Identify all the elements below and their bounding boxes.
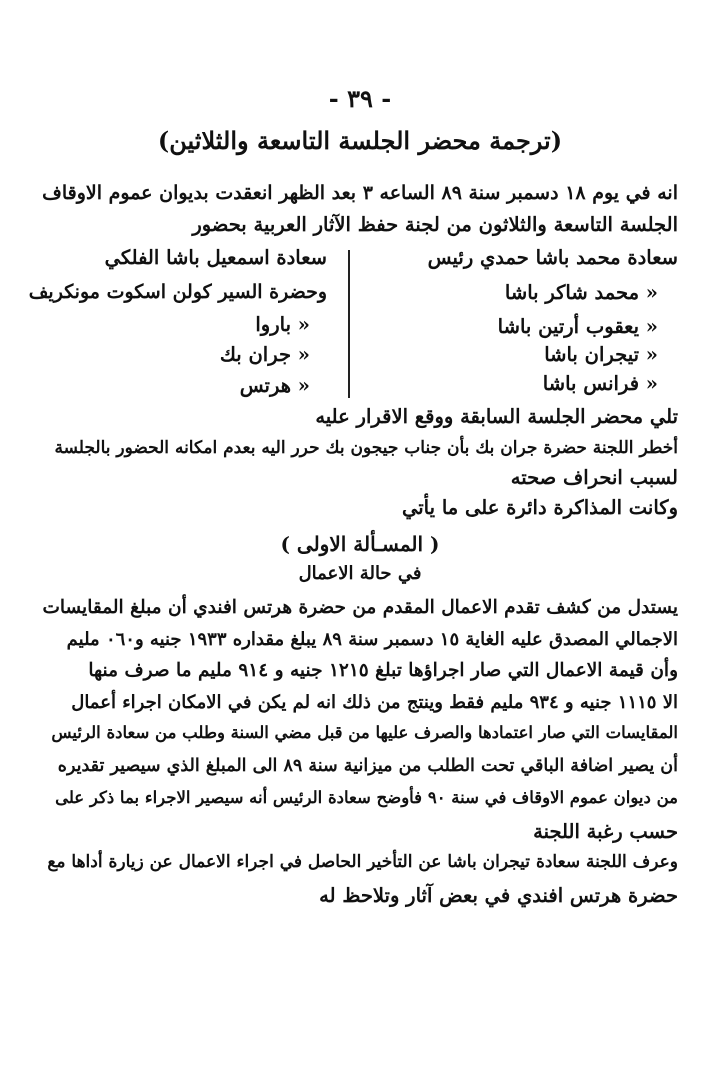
body-line: وعرف اللجنة سعادة تيجران باشا عن التأخير الحاصل في اجراء الاعمال عن زيارة أداها مع: [47, 852, 678, 872]
intro-line: انه في يوم ١٨ دسمبر سنة ٨٩ الساعه ٣ بعد الظهر انعقدت بديوان عموم الاوقاف: [42, 182, 678, 204]
column-divider: [348, 250, 350, 398]
section-heading: ( المسـألة الاولى ): [280, 532, 440, 556]
body-line: يستدل من كشف تقدم الاعمال المقدم من حضرة هرتس افندي أن مبلغ المقايسات: [42, 597, 678, 618]
minutes-line: وكانت المذاكرة دائرة على ما يأتي: [402, 496, 678, 519]
attendee-right: « يعقوب أرتين باشا: [497, 315, 658, 338]
attendee-right: « فرانس باشا: [542, 372, 658, 395]
minutes-line: لسبب انحراف صحته: [510, 466, 678, 489]
attendee-left: وحضرة السير كولن اسكوت مونكريف: [28, 281, 327, 303]
attendee-right: سعادة محمد باشا حمدي رئيس: [427, 246, 678, 269]
attendee-left: « باروا: [255, 313, 310, 336]
section-subheading: في حالة الاعمال: [298, 563, 422, 584]
page-title: (ترجمة محضر الجلسة التاسعة والثلاثين): [157, 126, 563, 155]
attendee-left: « هرتس: [239, 374, 310, 397]
attendee-left: سعادة اسمعيل باشا الفلكي: [104, 246, 327, 269]
body-line: حضرة هرتس افندي في بعض آثار وتلاحظ له: [319, 884, 678, 907]
minutes-line: تلي محضر الجلسة السابقة ووقع الاقرار عليه: [315, 405, 678, 428]
body-line: الاجمالي المصدق عليه الغاية ١٥ دسمبر سنة ٨٩ يبلغ مقداره ١٩٣٣ جنيه و٠٦٠ مليم: [66, 629, 678, 650]
attendee-right: « تيجران باشا: [544, 343, 658, 366]
page-number: - ٣٩ -: [328, 84, 392, 113]
body-line: حسب رغبة اللجنة: [533, 820, 678, 843]
minutes-line: أخطر اللجنة حضرة جران بك بأن جناب جيجون بك حرر اليه بعدم امكانه الحضور بالجلسة: [54, 438, 678, 458]
attendee-left: « جران بك: [219, 343, 310, 366]
body-line: المقايسات التي صار اعتمادها والصرف عليها من قبل مضي السنة وطلب من سعادة الرئيس: [51, 723, 678, 742]
attendee-right: « محمد شاكر باشا: [504, 281, 658, 304]
body-line: الا ١١١٥ جنيه و ٩٣٤ مليم فقط وينتج من ذلك انه لم يكن في الامكان اجراء أعمال: [71, 692, 678, 713]
body-line: من ديوان عموم الاوقاف في سنة ٩٠ فأوضح سعادة الرئيس أنه سيصير الاجراء بما ذكر على: [55, 788, 678, 807]
intro-line: الجلسة التاسعة والثلاثون من لجنة حفظ الآثار العربية بحضور: [192, 213, 678, 236]
body-line: أن يصير اضافة الباقي تحت الطلب من ميزانية سنة ٨٩ الى المبلغ الذي سيصير تقديره: [57, 756, 678, 776]
body-line: وأن قيمة الاعمال التي صار اجراؤها تبلغ ١٢١٥ جنيه و ٩١٤ مليم ما صرف منها: [88, 660, 678, 681]
